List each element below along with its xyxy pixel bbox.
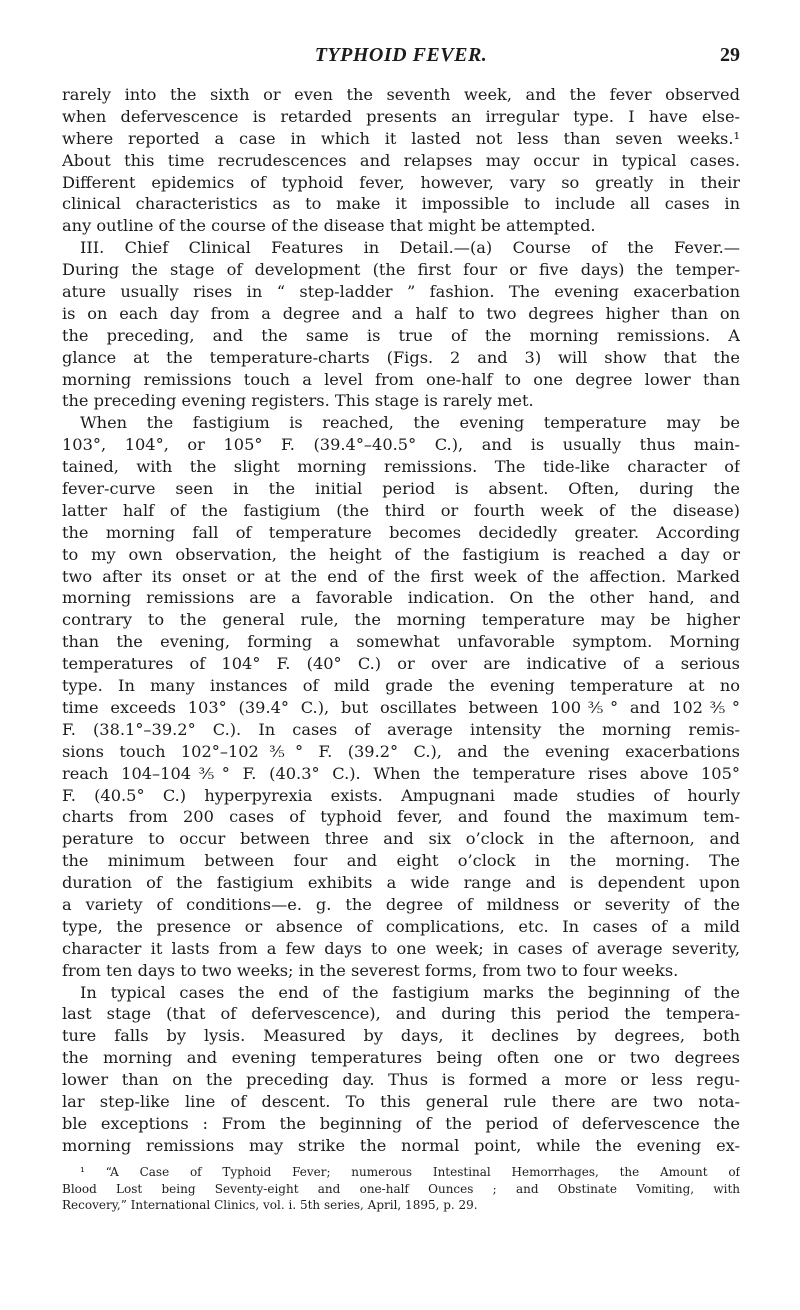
footnotes <box>62 1164 740 1214</box>
text-line: About this time recrudescences and relapses may occur in typical cases. <box>62 150 740 170</box>
text-line: lar step-like line of descent. To this general rule there are two nota- <box>62 1091 740 1111</box>
footnote-line: Blood Lost being Seventy-eight and one-half Ounces ; and Obstinate Vomiting, with <box>62 1181 740 1196</box>
text-line: latter half of the fastigium (the third or fourth week of the disease) <box>62 500 740 520</box>
text-line: than the evening, forming a somewhat unfavorable symptom. Morning <box>62 632 740 652</box>
text-line: F. (40.5° C.) hyperpyrexia exists. Ampugnani made studies of hourly <box>62 785 740 805</box>
text-line: the morning fall of temperature becomes decidedly greater. According <box>62 522 740 542</box>
text-line: the preceding, and the same is true of the morning remissions. A <box>62 325 740 345</box>
text-line: is on each day from a degree and a half to two degrees higher than on <box>62 303 740 323</box>
text-line: Different epidemics of typhoid fever, however, vary so greatly in their <box>62 172 740 192</box>
text-line: III. Chief Clinical Features in Detail.—(a) Course of the Fever.— <box>80 238 740 258</box>
text-line: last stage (that of defervescence), and during this period the tempera- <box>62 1004 740 1024</box>
text-line: the morning and evening temperatures being often one or two degrees <box>62 1048 740 1068</box>
text-line: any outline of the course of the disease that might be attempted. <box>62 216 596 236</box>
text-line: where reported a case in which it lasted not less than seven weeks.¹ <box>62 128 740 148</box>
text-line: reach 104–104⅗° F. (40.3° C.). When the temperature rises above 105° <box>62 763 740 783</box>
text-line: fever-curve seen in the initial period is absent. Often, during the <box>62 479 740 499</box>
text-line: sions touch 102°–102⅗° F. (39.2° C.), and the evening exacerbations <box>62 741 740 761</box>
text-line: temperatures of 104° F. (40° C.) or over are indicative of a serious <box>62 654 740 674</box>
footnote-line: Recovery,” International Clinics, vol. i. 5th series, April, 1895, p. 29. <box>62 1198 478 1213</box>
text-line: a variety of conditions—e. g. the degree of mildness or severity of the <box>62 894 740 914</box>
text-line: time exceeds 103° (39.4° C.), but oscillates between 100⅗° and 102⅗° <box>62 697 740 717</box>
text-line: the minimum between four and eight o’clock in the morning. The <box>62 851 740 871</box>
text-line: two after its onset or at the end of the first week of the affection. Marked <box>62 566 740 586</box>
text-line: when defervescence is retarded presents an irregular type. I have else- <box>62 106 740 126</box>
text-line: morning remissions touch a level from one-half to one degree lower than <box>62 369 740 389</box>
body-text <box>62 84 740 1157</box>
text-line: to my own observation, the height of the fastigium is reached a day or <box>62 544 740 564</box>
text-line: ble exceptions : From the beginning of the period of defervescence the <box>62 1113 740 1133</box>
text-line: ature usually rises in “ step-ladder ” fashion. The evening exacerbation <box>62 282 740 302</box>
text-line: In typical cases the end of the fastigium marks the beginning of the <box>80 982 740 1002</box>
footnote-line: ¹ “A Case of Typhoid Fever; numerous Intestinal Hemorrhages, the Amount of <box>80 1165 740 1179</box>
text-line: rarely into the sixth or even the seventh week, and the fever observed <box>62 85 740 104</box>
page-number: 29 <box>720 44 740 66</box>
text-line: clinical characteristics as to make it impossible to include all cases in <box>62 194 740 214</box>
text-line: During the stage of development (the first four or five days) the temper- <box>62 260 740 280</box>
text-line: from ten days to two weeks; in the severest forms, from two to four weeks. <box>62 960 679 980</box>
text-line: F. (38.1°–39.2° C.). In cases of average intensity the morning remis- <box>62 719 740 739</box>
text-line: contrary to the general rule, the morning temperature may be higher <box>62 610 740 630</box>
text-line: When the fastigium is reached, the evening temperature may be <box>80 413 740 433</box>
text-line: ture falls by lysis. Measured by days, it declines by degrees, both <box>62 1026 740 1046</box>
text-line: type, the presence or absence of complications, etc. In cases of a mild <box>62 916 740 936</box>
text-line: morning remissions are a favorable indication. On the other hand, and <box>62 588 740 608</box>
text-line: duration of the fastigium exhibits a wide range and is dependent upon <box>62 873 740 893</box>
page-header <box>62 44 740 72</box>
text-line: character it lasts from a few days to one week; in cases of average severity, <box>62 938 740 958</box>
text-line: morning remissions may strike the normal point, while the evening ex- <box>62 1135 740 1155</box>
text-line: 103°, 104°, or 105° F. (39.4°–40.5° C.), and is usually thus main- <box>62 435 740 455</box>
text-line: type. In many instances of mild grade the evening temperature at no <box>62 676 740 696</box>
running-title: TYPHOID FEVER. <box>314 44 488 66</box>
text-line: lower than on the preceding day. Thus is formed a more or less regu- <box>62 1070 740 1090</box>
text-line: perature to occur between three and six o’clock in the afternoon, and <box>62 829 740 849</box>
text-line: glance at the temperature-charts (Figs. 2 and 3) will show that the <box>62 347 740 367</box>
text-line: the preceding evening registers. This stage is rarely met. <box>62 391 534 411</box>
text-line: charts from 200 cases of typhoid fever, and found the maximum tem- <box>62 807 740 827</box>
text-line: tained, with the slight morning remissions. The tide-like character of <box>62 457 740 477</box>
